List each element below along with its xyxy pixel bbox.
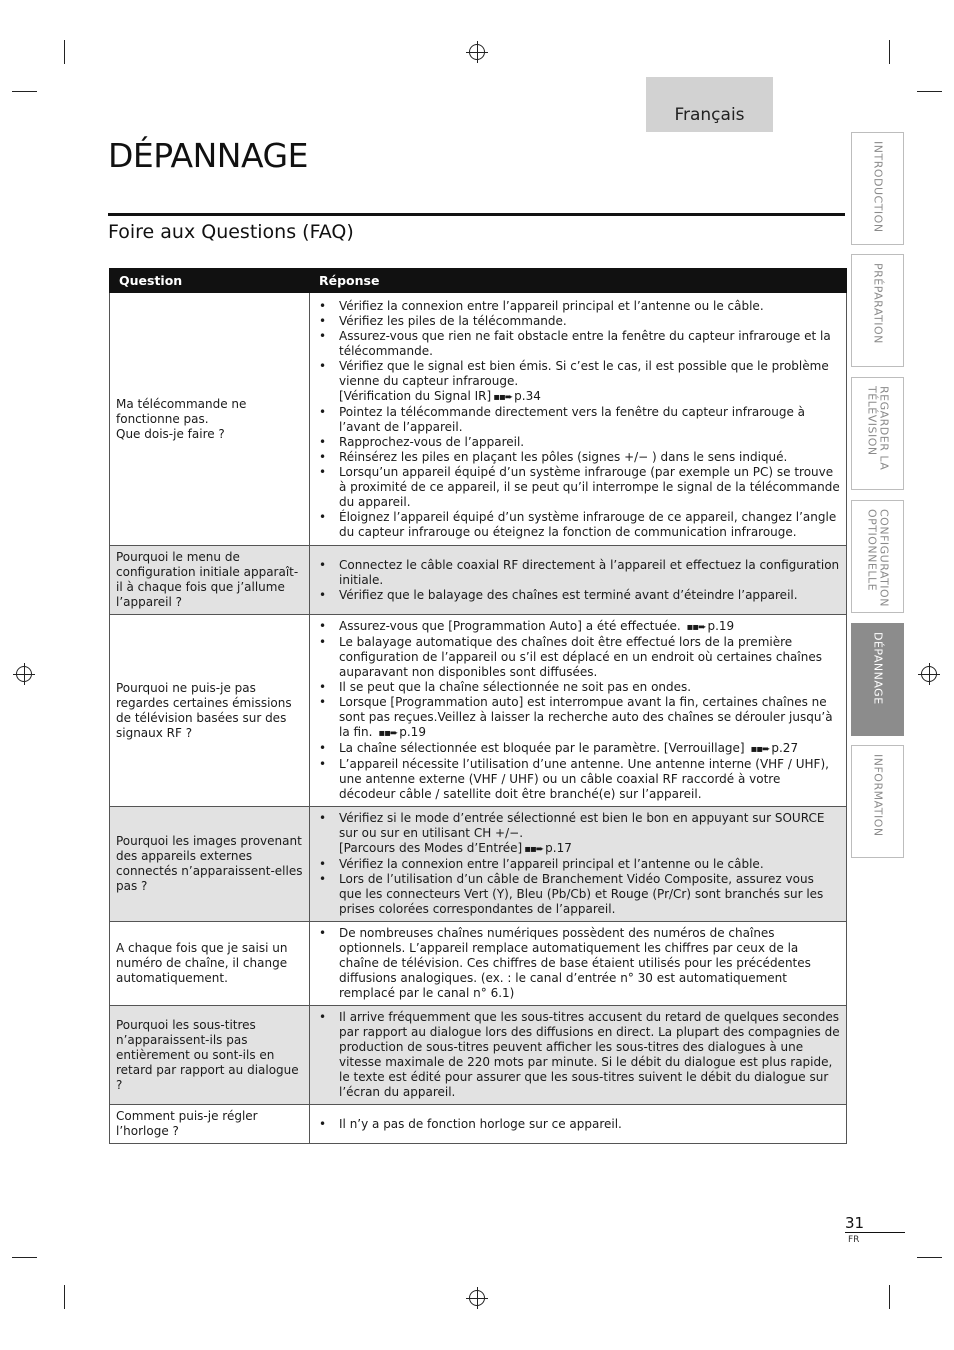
answer-text: De nombreuses chaînes numériques possèdent des numéros de chaînes optionnels. L’appareil remplace automatiquement les chiffres par ceux de la chaîne de télévision. Ces chiffres de base étaient utilisés pour les précédentes diffusions analogiques. (ex. : le canal d’entrée n° 30 est automatiquement remplacé par le canal n° 6.1) [339,926,811,1000]
answer-text: Vérifiez les piles de la télécommande. [339,313,567,328]
answer-list [318,558,840,603]
answer-list [318,811,840,917]
answer-item [318,695,840,741]
faq-row [110,546,847,615]
question-text: Pourquoi ne puis-je pas regardes certaines émissions de télévision basées sur des signaux RF ? [116,680,292,740]
side-tab [851,254,904,367]
side-tab-label [872,141,884,233]
side-tab-label [872,754,884,837]
reference-line [339,841,840,857]
page-reference: p.17 [545,841,572,855]
faq-row [110,1006,847,1105]
faq-row [110,1105,847,1144]
page-reference: p.19 [399,725,426,739]
faq-answer [310,922,847,1006]
question-text: A chaque fois que je saisi un numéro de chaîne, il change automatiquement. [116,941,288,985]
page-number: 31 [845,1214,865,1232]
reference-line [376,725,426,739]
faq-answer [310,615,847,807]
answer-item [318,329,840,359]
question-text: Pourquoi le menu de configuration initiale apparaît-il à chaque fois que j’allume l’appareil ? [116,550,299,609]
answer-item [318,588,840,603]
page-reference: p.34 [514,388,541,403]
faq-body [110,293,847,1144]
question-text: Ma télécommande ne fonctionne pas. [116,396,247,426]
side-tab-label-line: CONFIGURATION [877,509,891,607]
page-arrow-icon: ▪▪➨ [378,728,398,739]
answer-text: Il se peut que la chaîne sélectionnée ne soit pas en ondes. [339,680,692,694]
answer-text: Lorsqu’un appareil équipé d’un système infrarouge (par exemple un PC) se trouve à proximité de ce appareil, il se peut qu’il interrompe le signal de la télécommande du appareil. [339,464,840,509]
faq-answer [310,293,847,546]
answer-list [318,299,840,540]
page-arrow-icon: ▪▪➨ [750,744,770,755]
side-tab-label-line: TÉLÉVISION [865,386,879,456]
side-tab-label [866,386,890,470]
side-tab-label-line: INFORMATION [871,754,885,837]
registration-mark-bottom [469,1290,485,1306]
answer-text: Vérifiez la connexion entre l’appareil principal et l’antenne ou le câble. [339,298,764,313]
faq-question [110,615,310,807]
answer-item [318,435,840,450]
answer-item [318,619,840,635]
side-tab-label-line: INTRODUCTION [871,141,885,233]
side-tab-label [872,263,884,344]
faq-question [110,1105,310,1144]
faq-question [110,546,310,615]
reference-line [685,619,735,633]
registration-mark-top [469,44,485,60]
side-tab [851,623,904,736]
answer-item [318,510,840,540]
answer-item [318,741,840,757]
side-tab-label-line: OPTIONNELLE [865,509,879,592]
reference-line [339,389,840,405]
answer-list [318,1117,840,1132]
answer-item [318,314,840,329]
page-reference: p.27 [771,741,799,755]
faq-row [110,807,847,922]
question-text: Pourquoi les images provenant des appareils externes connectés n’apparaissent-elles pas ? [116,834,303,893]
faq-table [109,268,847,1144]
faq-answer [310,1105,847,1144]
answer-list [318,1010,840,1100]
answer-item [318,680,840,695]
answer-text: La chaîne sélectionnée est bloquée par le paramètre. [Verrouillage] [339,741,745,755]
answer-item [318,1010,840,1100]
side-tab-label [866,509,890,607]
faq-question [110,1006,310,1105]
side-tab [851,500,904,613]
answer-text: Vérifiez la connexion entre l’appareil principal et l’antenne ou le câble. [339,857,764,871]
answer-list [318,619,840,802]
side-tab [851,745,904,858]
question-text: Comment puis-je régler l’horloge ? [116,1109,258,1138]
answer-text: Lorsque [Programmation auto] est interrompue avant la fin, certaines chaînes ne sont pas reçues.Veillez à laisser la recherche auto des chaînes se dérouler jusqu’à la fin. [339,695,833,739]
page-title: DÉPANNAGE [108,136,308,175]
page-arrow-icon: ▪▪➨ [524,844,544,855]
answer-item [318,558,840,588]
answer-text: Vérifiez que le signal est bien émis. Si c’est le cas, il est possible que le problème vienne du capteur infrarouge. [339,358,829,388]
answer-text: Assurez-vous que [Programmation Auto] a été effectuée. [339,619,681,633]
answer-item [318,450,840,465]
faq-answer [310,546,847,615]
answer-text: Éloignez l’appareil équipé d’un système infrarouge de ce appareil, changez l’angle du capteur infrarouge ou éteignez la fonction de communication infrarouge. [339,509,837,539]
faq-row [110,615,847,807]
page-number-rule [845,1232,905,1233]
answer-text: Vérifiez si le mode d’entrée sélectionné est bien le bon en appuyant sur SOURCE sur ou sur en utilisant CH +/−. [339,811,825,840]
answer-text: Il arrive fréquemment que les sous-titres accusent du retard de quelques secondes par rapport au dialogue lors des diffusions en direct. La plupart des compagnies de production de sous-titres peuvent afficher les sous-titres des dialogues à une vitesse maximale de 220 mots par minute. Si le débit du dialogue est plus rapide, le texte est édité pour assurer que les sous-titres suivent le débit du dialogue sur l’écran du appareil. [339,1010,840,1099]
answer-item [318,405,840,435]
answer-item [318,857,840,872]
title-rule [108,213,845,216]
answer-item [318,465,840,510]
answer-item [318,359,840,405]
answer-text: Vérifiez que le balayage des chaînes est terminé avant d’éteindre l’appareil. [339,587,798,602]
answer-text: Connectez le câble coaxial RF directement à l’appareil et effectuez la configuration initiale. [339,557,840,587]
answer-text: Rapprochez-vous de l’appareil. [339,434,525,449]
faq-row [110,293,847,546]
language-tab: Français [646,77,773,132]
answer-item [318,1117,840,1132]
faq-answer [310,1006,847,1105]
section-title: Foire aux Questions (FAQ) [108,221,354,243]
page-reference: p.19 [707,619,735,633]
question-header: Question [110,269,310,293]
answer-text: L’appareil nécessite l’utilisation d’une antenne. Une antenne interne (VHF / UHF), une antenne externe (VHF / UHF) ou un câble coaxial RF raccordé à votre décodeur câble / satellite doit être branché(e) sur l’appareil. [339,757,829,801]
reference-text: [Parcours des Modes d’Entrée] [339,841,523,855]
answer-item [318,757,840,802]
answer-text: Assurez-vous que rien ne fait obstacle entre la fenêtre du capteur infrarouge et la télécommande. [339,328,831,358]
answer-item [318,299,840,314]
registration-mark-left [16,666,32,682]
reference-line [748,741,798,755]
answer-text: Il n’y a pas de fonction horloge sur ce appareil. [339,1116,622,1131]
answer-header: Réponse [310,269,847,293]
answer-item [318,872,840,917]
faq-question [110,807,310,922]
question-text: Pourquoi les sous-titres n’apparaissent-ils pas entièrement ou sont-ils en retard par rapport au dialogue ? [116,1017,299,1092]
registration-mark-right [921,666,937,682]
question-text: Que dois-je faire ? [116,426,225,441]
answer-list [318,926,840,1001]
answer-text: Réinsérez les piles en plaçant les pôles (signes +/− ) dans le sens indiqué. [339,449,788,464]
faq-question [110,922,310,1006]
page-lang-code: FR [848,1235,860,1245]
answer-text: Pointez la télécommande directement vers la fenêtre du capteur infrarouge à l’avant de l’appareil. [339,404,806,434]
answer-text: Lors de l’utilisation d’un câble de Branchement Vidéo Composite, assurez vous que les connecteurs Vert (Y), Bleu (Pb/Cb) et Rouge (Pr/Cr) sont branchés sur les prises colorées correspondantes de l’appareil. [339,872,824,916]
faq-row [110,922,847,1006]
side-tab-label-line: REGARDER LA [877,386,891,471]
side-tab-label-line: PRÉPARATION [871,263,885,344]
faq-question [110,293,310,546]
answer-text: Le balayage automatique des chaînes doit être effectué lors de la première configuration de l’appareil ou s’il est déplacé en un endroit où certaines chaînes auparavant non disponibles sont diffusées. [339,635,822,679]
page-arrow-icon: ▪▪➨ [493,391,513,403]
side-tab [851,132,904,245]
faq-header-row [110,269,847,293]
side-tab-label [872,632,884,705]
answer-item [318,635,840,680]
side-tab-label-line: DÉPANNAGE [871,632,885,705]
page-arrow-icon: ▪▪➨ [686,622,706,633]
reference-text: [Vérification du Signal IR] [339,388,492,403]
side-tab [851,377,904,490]
faq-answer [310,807,847,922]
answer-item [318,926,840,1001]
answer-item [318,811,840,857]
